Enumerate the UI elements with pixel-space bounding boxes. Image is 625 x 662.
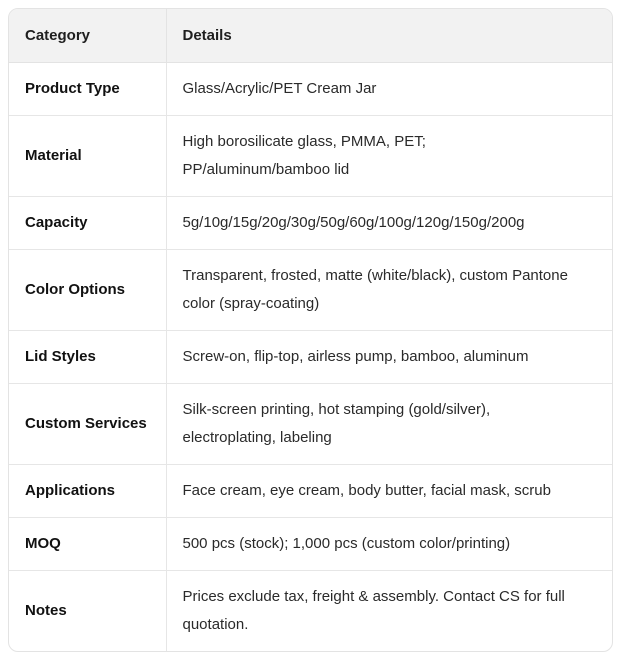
row-category: Color Options <box>9 250 166 331</box>
spec-table-container <box>8 8 613 652</box>
row-category: Custom Services <box>9 384 166 465</box>
row-details <box>166 571 612 652</box>
row-category: Notes <box>9 571 166 652</box>
details-line: electroplating, labeling <box>182 429 332 446</box>
details-line: PP/aluminum/bamboo lid <box>182 161 350 178</box>
row-category: MOQ <box>9 518 166 571</box>
details-line: color (spray-coating) <box>182 295 320 312</box>
table-row <box>9 384 612 465</box>
row-details: Screw-on, flip-top, airless pump, bamboo, aluminum <box>166 331 612 384</box>
row-category: Material <box>9 116 166 197</box>
details-line: Prices exclude tax, freight & assembly. Contact CS for full <box>182 588 565 605</box>
row-category: Lid Styles <box>9 331 166 384</box>
table-row <box>9 465 612 518</box>
row-category: Capacity <box>9 197 166 250</box>
row-category: Applications <box>9 465 166 518</box>
table-body <box>9 63 612 652</box>
spec-table <box>9 9 612 651</box>
row-details <box>166 384 612 465</box>
row-details: Glass/Acrylic/PET Cream Jar <box>182 80 377 97</box>
header-row <box>9 9 612 63</box>
table-row <box>9 331 612 384</box>
header-category: Category <box>9 9 166 63</box>
table-row <box>9 63 612 116</box>
row-details <box>166 250 612 331</box>
table-row <box>9 197 612 250</box>
row-details: 5g/10g/15g/20g/30g/50g/60g/100g/120g/150g/200g <box>166 197 612 250</box>
row-details: 500 pcs (stock); 1,000 pcs (custom color/printing) <box>166 518 612 571</box>
details-line: Transparent, frosted, matte (white/black), custom Pantone <box>182 267 568 284</box>
details-line: Silk-screen printing, hot stamping (gold/silver), <box>182 401 491 418</box>
details-line: quotation. <box>182 616 249 633</box>
table-header <box>9 9 612 63</box>
details-line: High borosilicate glass, PMMA, PET; <box>182 133 426 150</box>
table-row <box>9 518 612 571</box>
table-row <box>9 250 612 331</box>
table-row <box>9 116 612 197</box>
row-category: Product Type <box>9 63 166 116</box>
header-details: Details <box>166 9 612 63</box>
row-details <box>166 116 612 197</box>
table-row <box>9 571 612 652</box>
row-details: Face cream, eye cream, body butter, facial mask, scrub <box>166 465 612 518</box>
